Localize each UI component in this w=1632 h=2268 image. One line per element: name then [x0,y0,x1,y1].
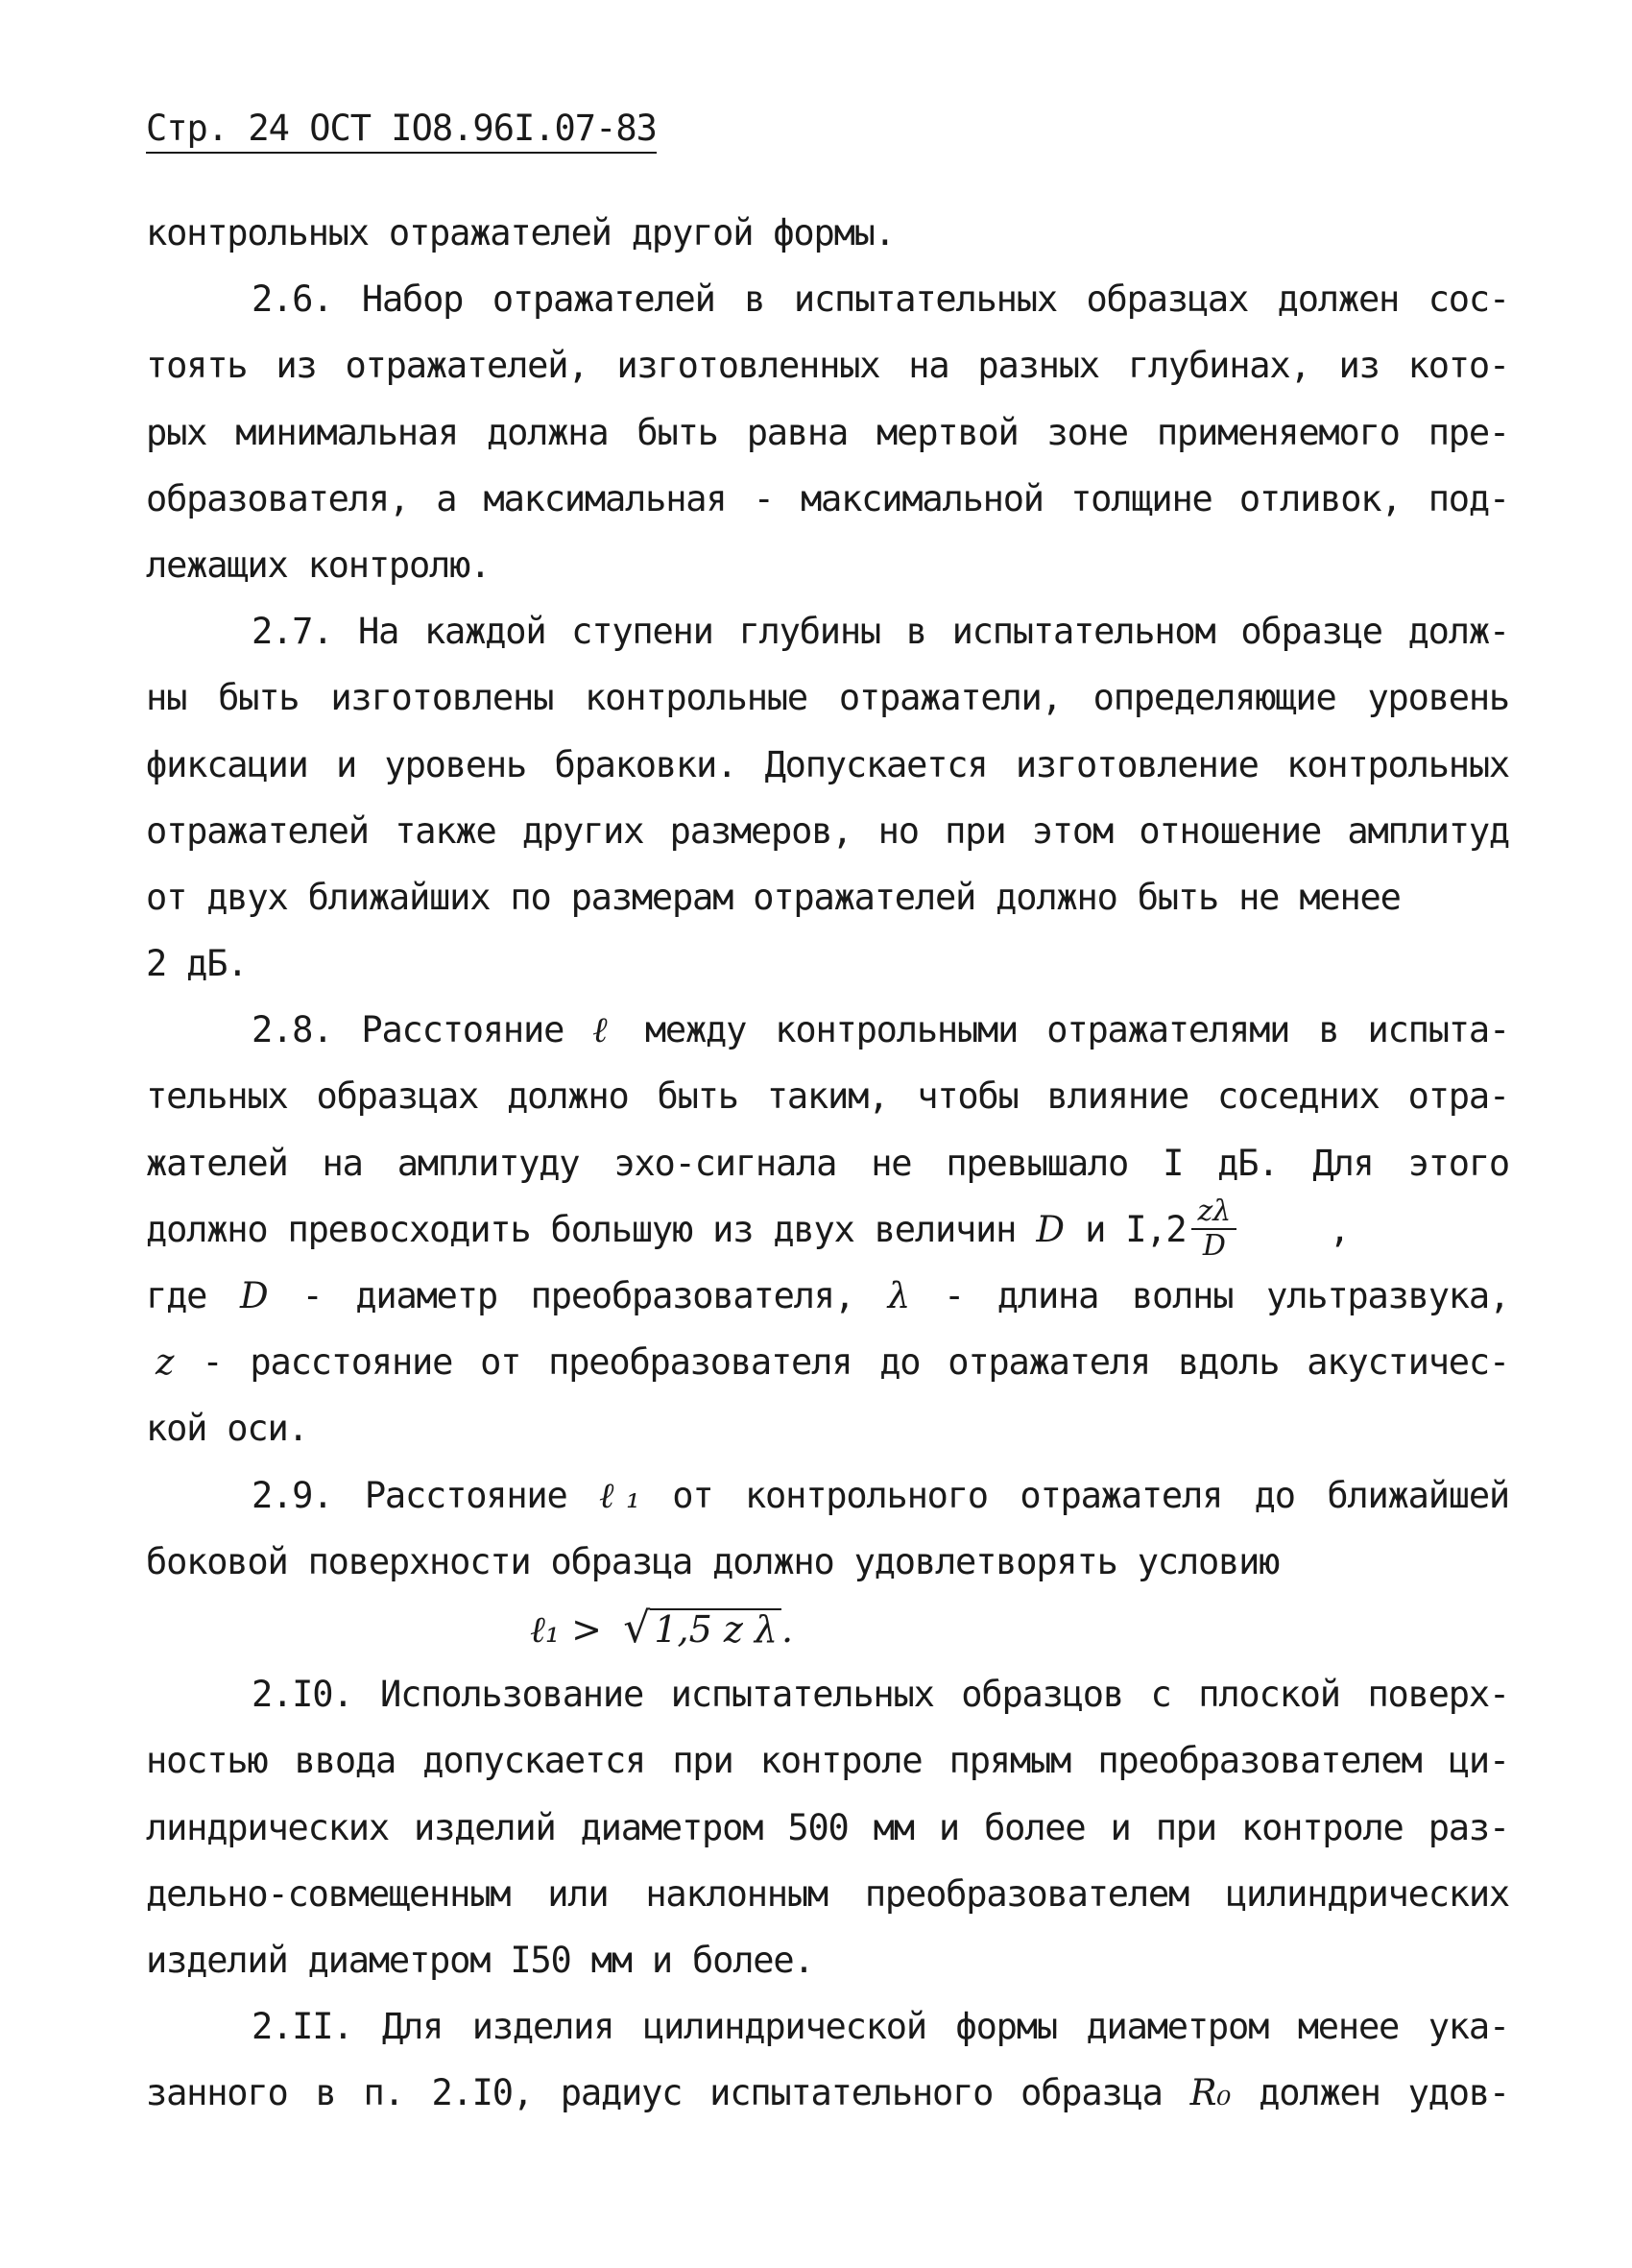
fraction-numerator: zλ [1191,1195,1236,1230]
text-segment: должно превосходить большую из двух величин [146,1208,1017,1250]
text-line: ны быть изготовлены контрольные отражатели, определяющие уровень [146,677,1509,719]
paragraph-2-7-line: 2.7. На каждой ступени глубины в испытательном образце долж- [252,611,1509,653]
text-line: тельных образцах должно быть таким, чтобы влияние соседних отра- [146,1075,1509,1118]
math-symbol: D [240,1275,269,1316]
text-line: боковой поверхности образца должно удовлетворять условию [146,1540,1280,1582]
math-symbol: R₀ [1189,2072,1232,2114]
text-line: 2 дБ. [146,943,248,985]
paragraph-2-9-line [146,1462,1509,1529]
text-segment: 2.8. Расстояние [252,1009,564,1051]
math-symbol: ℓ [592,1009,616,1051]
formula-text-line [146,1196,1509,1263]
text-segment: между контрольными отражателями в испыта- [644,1009,1510,1051]
text-line [146,1329,1509,1395]
fraction-denominator: D [1202,1229,1226,1264]
text-line: лежащих контролю. [146,543,491,586]
text-segment: от контрольного отражателя до ближайшей [672,1474,1509,1516]
text-line [146,2060,1509,2126]
paragraph-2-10-line: 2.I0. Использование испытательных образцов с плоской поверх- [252,1674,1509,1716]
sqrt-icon: √ [623,1603,651,1653]
text-line: фиксации и уровень браковки. Допускается изготовление контрольных [146,743,1509,785]
text-segment: и I,2 [1085,1208,1187,1250]
text-line: от двух ближайших по размерам отражателей должно быть не менее [146,876,1401,918]
text-segment: должен удов- [1259,2072,1509,2114]
text-line: рых минимальная должна быть равна мертвой зоне применяемого пре- [146,411,1509,453]
text-line: линдрических изделий диаметром 500 мм и более и при контроле раз- [146,1806,1509,1848]
text-line: кой оси. [146,1408,308,1450]
text-line: тоять из отражателей, изготовленных на разных глубинах, из кото- [146,345,1509,387]
text-segment: где [146,1275,207,1316]
text-segment: , [1329,1208,1350,1250]
paragraph-2-11-line: 2.II. Для изделия цилиндрической формы диаметром менее ука- [252,2006,1509,2048]
math-symbol: ℓ₁ [599,1474,640,1516]
formula-line [146,1595,1509,1661]
text-segment: занного в п. 2.I0, радиус испытательного образца [146,2072,1163,2114]
formula-end: . [781,1607,794,1651]
text-line: дельно-совмещенным или наклонным преобразователем цилиндрических [146,1872,1509,1915]
text-line: отражателей также других размеров, но при этом отношение амплитуд [146,809,1509,852]
text-segment: - длина волны ультразвука, [943,1275,1510,1316]
text-segment: - расстояние от преобразователя до отражателя вдоль акустичес- [202,1341,1509,1384]
text-line: образователя, а максимальная - максимальной толщине отливок, под- [146,477,1509,519]
page-header: Стр. 24 ОСТ IO8.96I.07-83 [146,108,657,154]
fraction [1191,1195,1236,1263]
paragraph-2-8-line [146,997,1509,1063]
text-line [146,1263,1509,1329]
text-segment: 2.9. Расстояние [252,1474,567,1516]
sqrt-radicand: 1,5 z λ [650,1608,781,1649]
math-symbol: D [1036,1208,1066,1250]
math-symbol: λ [887,1275,911,1316]
body-text [146,200,1509,2126]
text-line: жателей на амплитуду эхо-сигнала не превышало I дБ. Для этого [146,1142,1509,1184]
formula-sqrt [623,1603,781,1653]
math-symbol: z [156,1341,175,1384]
text-line: ностью ввода допускается при контроле прямым преобразователем ци- [146,1740,1509,1782]
paragraph-2-6-line: 2.6. Набор отражателей в испытательных образцах должен сос- [252,278,1509,321]
formula-lhs: ℓ₁ > [530,1607,602,1651]
text-segment: - диаметр преобразователя, [301,1275,854,1316]
text-line: контрольных отражателей другой формы. [146,212,895,253]
text-line: изделий диаметром I50 мм и более. [146,1939,814,1981]
